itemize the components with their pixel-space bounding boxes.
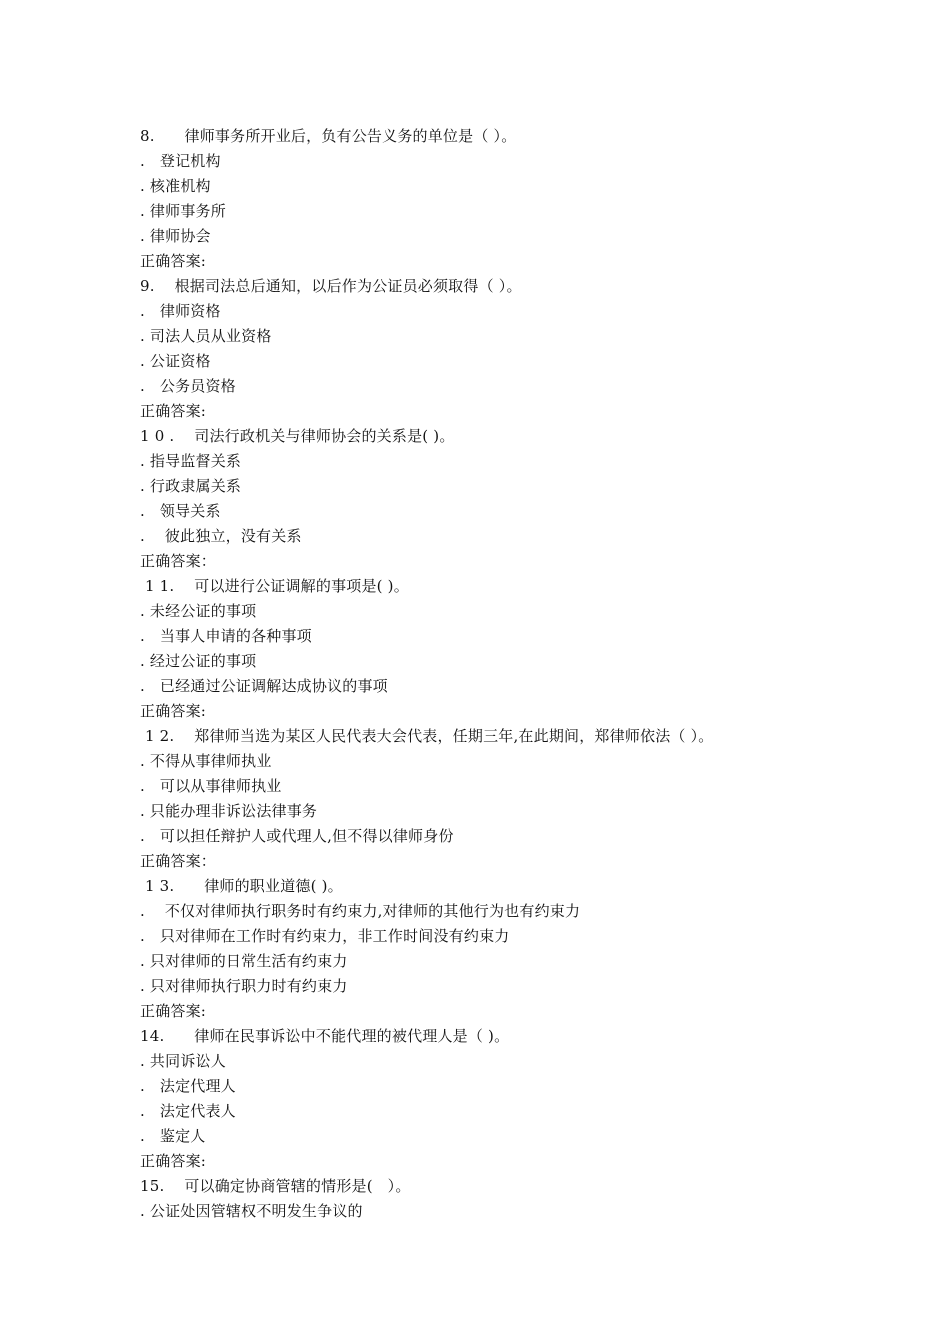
option-line: . 只对律师在工作时有约束力，非工作时间没有约束力	[140, 927, 510, 945]
option-line: . 共同诉讼人	[140, 1052, 226, 1070]
question-14: 14. 律师在民事诉讼中不能代理的被代理人是（ )。	[140, 1027, 510, 1045]
answer-label: 正确答案:	[140, 402, 207, 420]
option-line: . 不仅对律师执行职务时有约束力,对律师的其他行为也有约束力	[140, 902, 581, 920]
option-line: . 只对律师的日常生活有约束力	[140, 952, 348, 970]
option-line: . 彼此独立，没有关系	[140, 527, 302, 545]
option-line: . 可以从事律师执业	[140, 777, 282, 795]
option-line: . 已经通过公证调解达成协议的事项	[140, 677, 388, 695]
question-10: 1 0 . 司法行政机关与律师协会的关系是( )。	[140, 427, 455, 445]
question-8: 8. 律师事务所开业后，负有公告义务的单位是（ ）。	[140, 127, 517, 145]
answer-label: 正确答案:	[140, 702, 207, 720]
option-line: . 公证资格	[140, 352, 211, 370]
option-line: . 法定代理人	[140, 1077, 236, 1095]
option-line: . 只对律师执行职力时有约束力	[140, 977, 348, 995]
option-line: . 不得从事律师执业	[140, 752, 272, 770]
question-13: 1 3. 律师的职业道德( )。	[140, 877, 343, 895]
option-line: . 律师事务所	[140, 202, 226, 220]
option-line: . 可以担任辩护人或代理人,但不得以律师身份	[140, 827, 454, 845]
answer-label: 正确答案:	[140, 1002, 207, 1020]
option-line: . 法定代表人	[140, 1102, 236, 1120]
option-line: . 经过公证的事项	[140, 652, 257, 670]
option-line: . 登记机构	[140, 152, 221, 170]
question-9: 9. 根据司法总后通知，以后作为公证员必须取得（ ）。	[140, 277, 522, 295]
answer-label: 正确答案:	[140, 252, 207, 270]
option-line: . 指导监督关系	[140, 452, 242, 470]
option-line: . 当事人申请的各种事项	[140, 627, 312, 645]
option-line: . 行政隶属关系	[140, 477, 242, 495]
answer-label: 正确答案：	[140, 852, 217, 870]
question-11: 1 1. 可以进行公证调解的事项是( )。	[140, 577, 409, 595]
option-line: . 公务员资格	[140, 377, 236, 395]
option-line: . 律师资格	[140, 302, 221, 320]
option-line: . 只能办理非诉讼法律事务	[140, 802, 318, 820]
option-line: . 鉴定人	[140, 1127, 206, 1145]
option-line: . 司法人员从业资格	[140, 327, 272, 345]
answer-label: 正确答案:	[140, 1152, 207, 1170]
question-15: 15. 可以确定协商管辖的情形是( ）。	[140, 1177, 411, 1195]
option-line: . 领导关系	[140, 502, 221, 520]
option-line: . 核准机构	[140, 177, 211, 195]
option-line: . 公证处因管辖权不明发生争议的	[140, 1202, 363, 1220]
question-12: 1 2. 郑律师当选为某区人民代表大会代表，任期三年,在此期间，郑律师依法（ ）。	[140, 727, 714, 745]
answer-label: 正确答案：	[140, 552, 217, 570]
option-line: . 律师协会	[140, 227, 211, 245]
option-line: . 未经公证的事项	[140, 602, 257, 620]
